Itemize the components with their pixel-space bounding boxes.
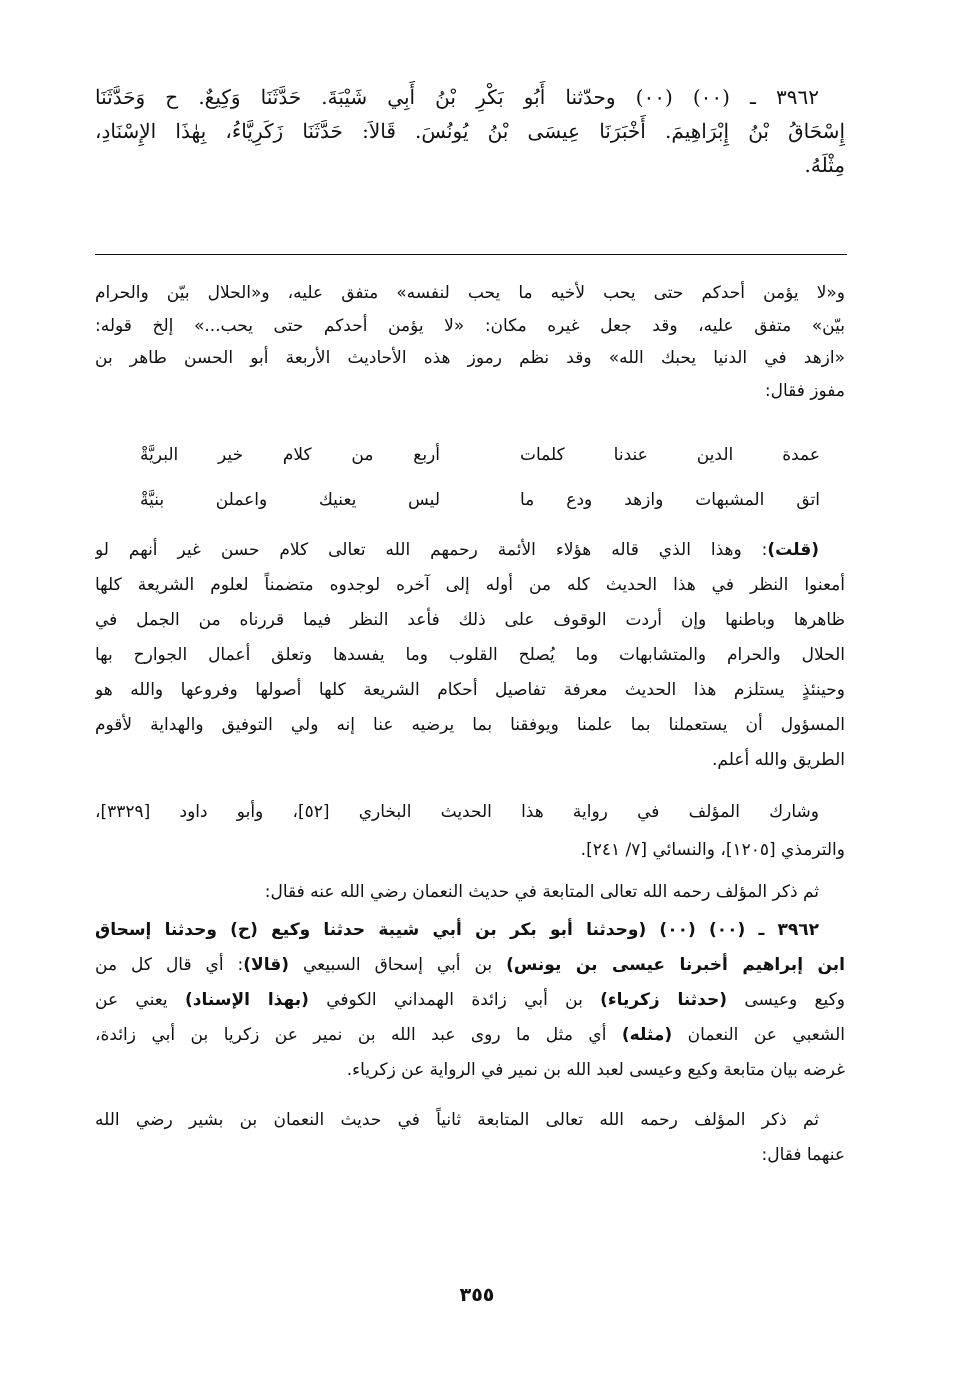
thumma-paragraph [95, 873, 845, 911]
poem [140, 445, 820, 535]
sharh-paragraph [95, 913, 845, 1088]
hadith-line: مِثْلَهُ. [804, 153, 845, 177]
text-line: ظاهرها وباطنها وإن أردت الوقوف على ذلك فأعد النظر فيما قررناه من الجمل في [95, 610, 845, 630]
bold-quote: (بهذا الإسناد) [184, 990, 309, 1010]
thumma2-paragraph [95, 1103, 845, 1173]
bold-quote: (قالا) [243, 955, 289, 975]
hadith-line: إِسْحَاقُ بْنُ إِبْرَاهِيمَ. أَخْبَرَنَا عِيسَى بْنُ يُونُسَ. قَالاَ: حَدَّثَنَا زَكَرِيَّاءُ، بِهٰذَا الإِسْنَادِ، [95, 119, 845, 143]
text-segment: : وهذا الذي قاله هؤلاء الأئمة رحمهم الله تعالى كلام حسن غير أنهم لو [95, 540, 768, 560]
text-line: غرضه بيان متابعة وكيع وعيسى لعبد الله بن نمير في الرواية عن زكرياء. [346, 1060, 845, 1080]
poem-verse [140, 445, 820, 490]
text-line [95, 948, 845, 983]
text-segment: الشعبي عن النعمان [672, 1025, 845, 1045]
bold-quote: ٣٩٦٢ ـ (٠٠) (٠٠) (وحدثنا أبو بكر بن أبي شيبة حدثنا وكيع (ح) وحدثنا إسحاق [95, 920, 819, 940]
text-line: بيّن» متفق عليه، وقد جعل غيره مكان: «لا يؤمن أحدكم حتى يحب...» إلخ قوله: [95, 315, 845, 336]
text-line: أمعنوا النظر في هذا الحديث كله من أوله إلى آخره لوجدوه متضمناً لعلوم الشريعة كلها [95, 575, 845, 595]
text-segment: بن أبي إسحاق السبيعي [289, 955, 507, 975]
qult-label: (قلت) [767, 540, 819, 560]
bold-quote: (حدثنا زكرياء) [600, 990, 728, 1010]
text-segment: وكيع وعيسى [727, 990, 845, 1010]
text-line: المسؤول أن يستعملنا بما علمنا ويوفقنا بما يرضيه عنا إنه ولي التوفيق والهداية لأقوم [95, 715, 845, 735]
text-line: ثم ذكر المؤلف رحمه الله تعالى المتابعة ثانياً في حديث النعمان بن بشير رضي الله [95, 1110, 819, 1130]
text-line: وشارك المؤلف في رواية هذا الحديث البخاري [٥٢]، وأبو داود [٣٣٢٩]، [95, 802, 819, 822]
text-line: الطريق والله أعلم. [711, 750, 845, 770]
hadith-line: ٣٩٦٢ ـ (٠٠) (٠٠) وحدّثنا أَبُو بَكْرِ بْنُ أَبِي شَيْبَةَ. حَدَّثَنَا وَكِيعٌ. ح وَحَدَّثَنَا [95, 85, 819, 109]
text-segment: يعني عن [95, 990, 185, 1010]
text-segment: : أي قال كل من [95, 955, 244, 975]
bold-quote: ابن إبراهيم أخبرنا عيسى بن يونس) [506, 955, 845, 975]
poem-hemistich-right: عمدة الدين عندنا كلمات [520, 445, 820, 465]
poem-hemistich-left: ليس يعنيك واعملن بنيَّةْ [140, 490, 440, 510]
hadith-text [95, 80, 845, 182]
poem-verse [140, 490, 820, 535]
text-line [95, 1018, 845, 1053]
commentary-intro [95, 277, 845, 407]
text-line: عنهما فقال: [761, 1145, 845, 1165]
text-line: والترمذي [١٢٠٥]، والنسائي [٧/ ٢٤١]. [580, 840, 845, 860]
text-line [95, 533, 845, 568]
text-line [95, 983, 845, 1018]
footnote-divider [95, 254, 847, 255]
text-line: ثم ذكر المؤلف رحمه الله تعالى المتابعة في حديث النعمان رضي الله عنه فقال: [264, 882, 819, 902]
text-line: الحلال والحرام والمتشابهات وما يُصلح القلوب وما يفسدها وتعلق أعمال الجوارح بها [95, 645, 845, 665]
page-number: ٣٥٥ [459, 1284, 495, 1306]
text-line [95, 913, 845, 948]
text-line: مفوز فقال: [764, 380, 845, 401]
text-segment: أي مثل ما روى عبد الله بن نمير عن زكريا بن أبي زائدة، [95, 1025, 622, 1045]
poem-hemistich-left: أربع من كلام خير البريَّةْ [140, 445, 440, 465]
poem-hemistich-right: اتق المشبهات وازهد ودع ما [520, 490, 820, 510]
text-segment: بن أبي زائدة الهمداني الكوفي [308, 990, 601, 1010]
text-line: «ازهد في الدنيا يحبك الله» وقد نظم رموز هذه الأحاديث الأربعة أبو الحسن طاهر بن [95, 348, 845, 368]
text-line: و«لا يؤمن أحدكم حتى يحب لأخيه ما يحب لنفسه» متفق عليه، و«الحلال بيّن والحرام [95, 283, 845, 303]
text-line: وحينئذٍ يستلزم هذا الحديث معرفة تفاصيل أحكام الشريعة كلها أصولها وفروعها والله هو [95, 680, 845, 700]
bold-quote: (مثله) [621, 1025, 673, 1045]
qult-paragraph [95, 533, 845, 778]
sharaka-paragraph [95, 793, 845, 869]
